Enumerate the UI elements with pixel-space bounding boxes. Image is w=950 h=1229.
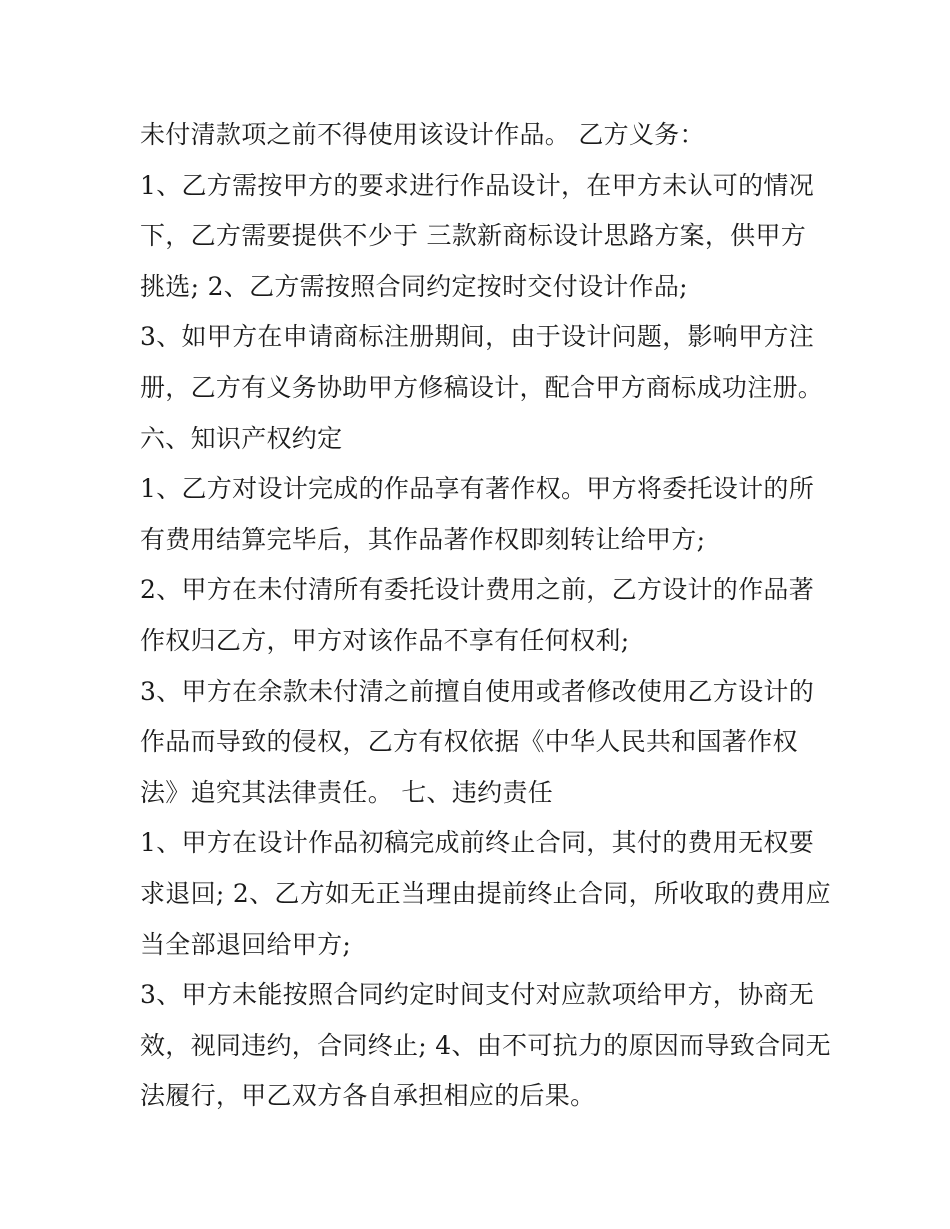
section-heading-ip: 六、知识产权约定 — [140, 423, 343, 453]
text-line: 挑选; 2、乙方需按照合同约定按时交付设计作品; — [140, 271, 688, 301]
text-line: 下，乙方需要提供不少于 三款新商标设计思路方案，供甲方 — [140, 221, 807, 251]
text-line: 求退回; 2、乙方如无正当理由提前终止合同，所收取的费用应 — [140, 878, 831, 908]
text-line: 2、甲方在未付清所有委托设计费用之前，乙方设计的作品著 — [140, 575, 815, 605]
text-line: 1、乙方需按甲方的要求进行作品设计，在甲方未认可的情况 — [140, 170, 815, 200]
text-line: 当全部退回给甲方; — [140, 929, 352, 959]
text-line: 法》追究其法律责任。 七、违约责任 — [140, 777, 554, 807]
text-line: 3、如甲方在申请商标注册期间，由于设计问题，影响甲方注 — [140, 322, 815, 352]
text-line: 1、乙方对设计完成的作品享有著作权。甲方将委托设计的所 — [140, 474, 815, 504]
contract-text-body — [140, 110, 830, 1122]
text-line: 法履行，甲乙双方各自承担相应的后果。 — [140, 1081, 596, 1111]
text-line: 3、甲方未能按照合同约定时间支付对应款项给甲方，协商无 — [140, 980, 815, 1010]
text-line: 有费用结算完毕后，其作品著作权即刻转让给甲方; — [140, 524, 706, 554]
text-line: 效，视同违约，合同终止; 4、由不可抗力的原因而导致合同无 — [140, 1030, 831, 1060]
text-line: 3、甲方在余款未付清之前擅自使用或者修改使用乙方设计的 — [140, 676, 815, 706]
text-line: 作权归乙方，甲方对该作品不享有任何权利; — [140, 625, 630, 655]
text-line: 册，乙方有义务协助甲方修稿设计，配合甲方商标成功注册。 — [140, 372, 824, 402]
text-line: 1、甲方在设计作品初稿完成前终止合同，其付的费用无权要 — [140, 828, 815, 858]
text-line: 作品而导致的侵权，乙方有权依据《中华人民共和国著作权 — [140, 727, 798, 757]
text-line: 未付清款项之前不得使用该设计作品。 乙方义务： — [140, 120, 705, 149]
